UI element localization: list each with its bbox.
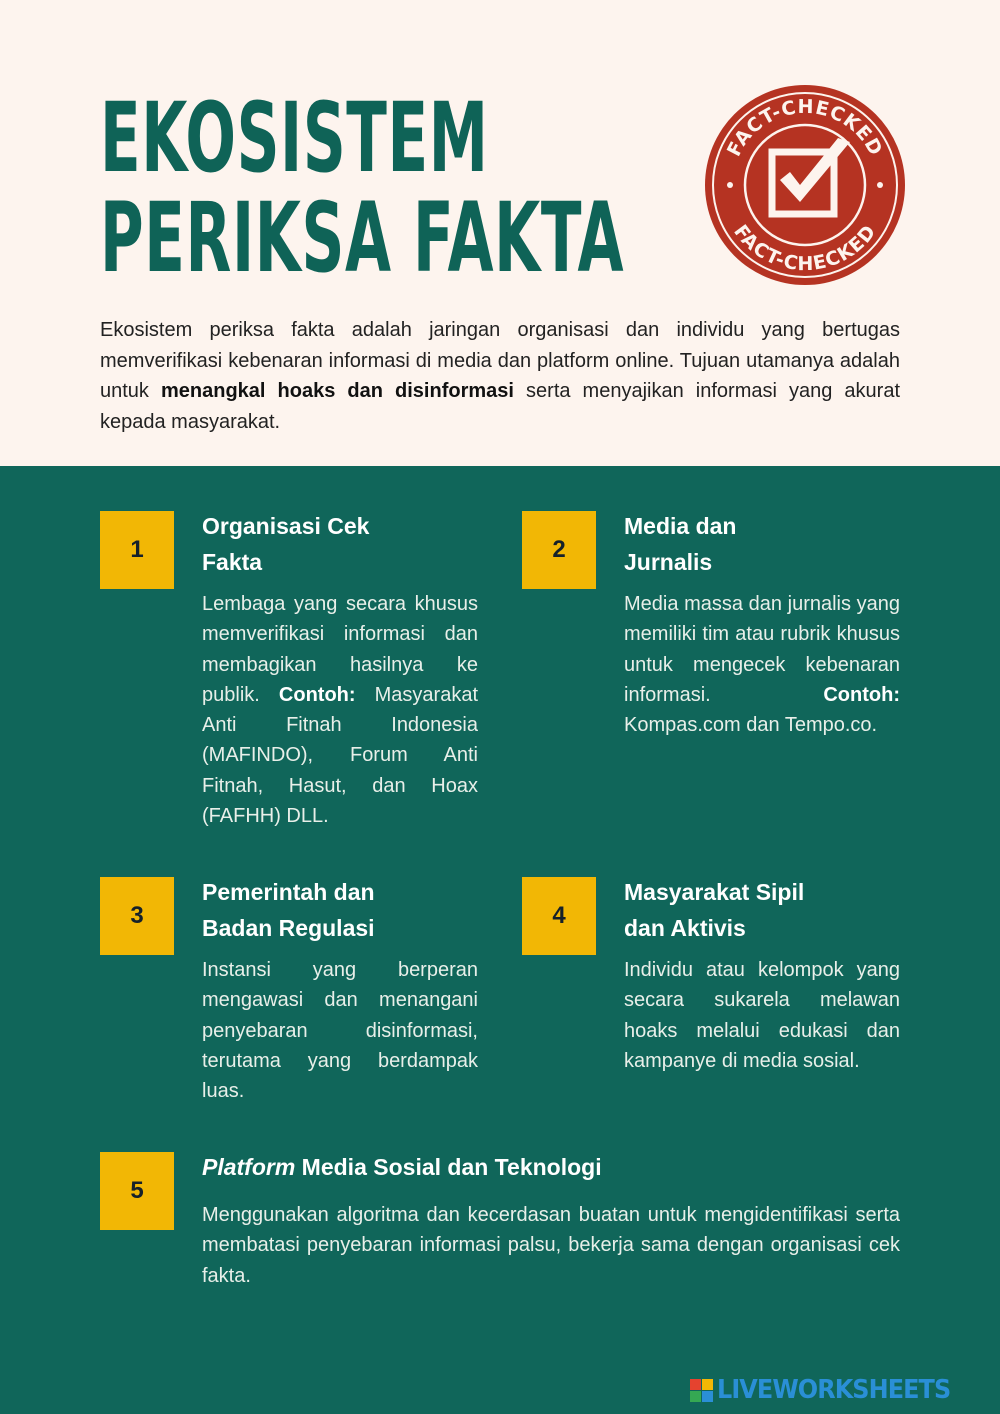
liveworksheets-logo — [690, 1375, 971, 1405]
intro-highlight: menangkal hoaks dan disinformasi — [161, 380, 514, 402]
liveworksheets-brand-text: LIVEWORKSHEETS — [717, 1375, 951, 1405]
item-5-description: Menggunakan algoritma dan kecerdasan buatan untuk mengidentifikasi serta membatasi penyebaran informasi palsu, bekerja sama dengan organisasi cek fakta. — [202, 1204, 900, 1287]
item-5-number-badge: 5 — [100, 1152, 174, 1230]
item-4-number-badge: 4 — [522, 877, 596, 955]
item-1-title — [202, 508, 482, 580]
item-2-title-line-1: Media dan — [624, 513, 737, 539]
item-3-description: Instansi yang berperan mengawasi dan menangani penyebaran disinformasi, terutama yang berdampak luas. — [202, 959, 478, 1103]
item-2-number-badge: 2 — [522, 511, 596, 589]
item-3-title-line-1: Pemerintah dan — [202, 879, 375, 905]
page-title — [100, 82, 625, 294]
item-4-description: Individu atau kelompok yang secara sukarela melawan hoaks melalui edukasi dan kampanye di media sosial. — [624, 959, 900, 1072]
item-2-title-line-2: Jurnalis — [624, 549, 713, 575]
item-4-title-line-2: dan Aktivis — [624, 915, 746, 941]
intro-paragraph — [100, 315, 900, 437]
item-1-example-label: Contoh: — [278, 683, 356, 706]
item-1-number-badge: 1 — [100, 511, 174, 589]
intro-text-1: Ekosistem periksa fakta adalah jaringan organisasi dan individu yang bertugas memverifikasi kebenaran informasi di media dan platform online. Tujuan utamanya adalah untuk — [100, 319, 900, 402]
item-2-description — [624, 589, 900, 740]
item-3-number-badge: 3 — [100, 877, 174, 955]
item-1-example-text: Masyarakat Anti Fitnah Indonesia (MAFINDO), Forum Anti Fitnah, Hasut, dan Hoax (FAFHH) DLL. — [202, 683, 478, 828]
item-2-example-label: Contoh: — [823, 683, 900, 706]
item-4-title — [624, 874, 904, 946]
item-5-title — [202, 1149, 902, 1185]
item-1-description — [202, 589, 478, 831]
stamp-text-top: FACT-CHECKED — [723, 95, 887, 160]
item-2-title — [624, 508, 904, 580]
fact-checked-stamp-icon — [700, 80, 910, 290]
item-3-title-line-2: Badan Regulasi — [202, 915, 375, 941]
title-line-2: PERIKSA FAKTA — [100, 182, 625, 294]
item-2-example-text: Kompas.com dan Tempo.co. — [624, 714, 878, 737]
liveworksheets-grid-icon — [690, 1379, 713, 1402]
item-1-body-text: Lembaga yang secara khusus memverifikasi informasi dan membagikan hasilnya ke publik. — [202, 593, 478, 706]
intro-text-2: serta menyajikan informasi yang akurat kepada masyarakat. — [100, 380, 901, 433]
item-4-title-line-1: Masyarakat Sipil — [624, 879, 805, 905]
item-5-title-rest: Media Sosial dan Teknologi — [295, 1154, 602, 1180]
stamp-text-bottom: FACT-CHECKED — [729, 220, 881, 276]
item-3-title — [202, 874, 482, 946]
item-1-title-line-2: Fakta — [202, 549, 263, 575]
title-line-1: EKOSISTEM — [100, 82, 489, 194]
item-1-title-line-1: Organisasi Cek — [202, 513, 370, 539]
item-2-body-text: Media massa dan jurnalis yang memiliki tim atau rubrik khusus untuk mengecek kebenaran informasi. — [624, 593, 900, 706]
item-5-title-italic: Platform — [202, 1154, 296, 1180]
